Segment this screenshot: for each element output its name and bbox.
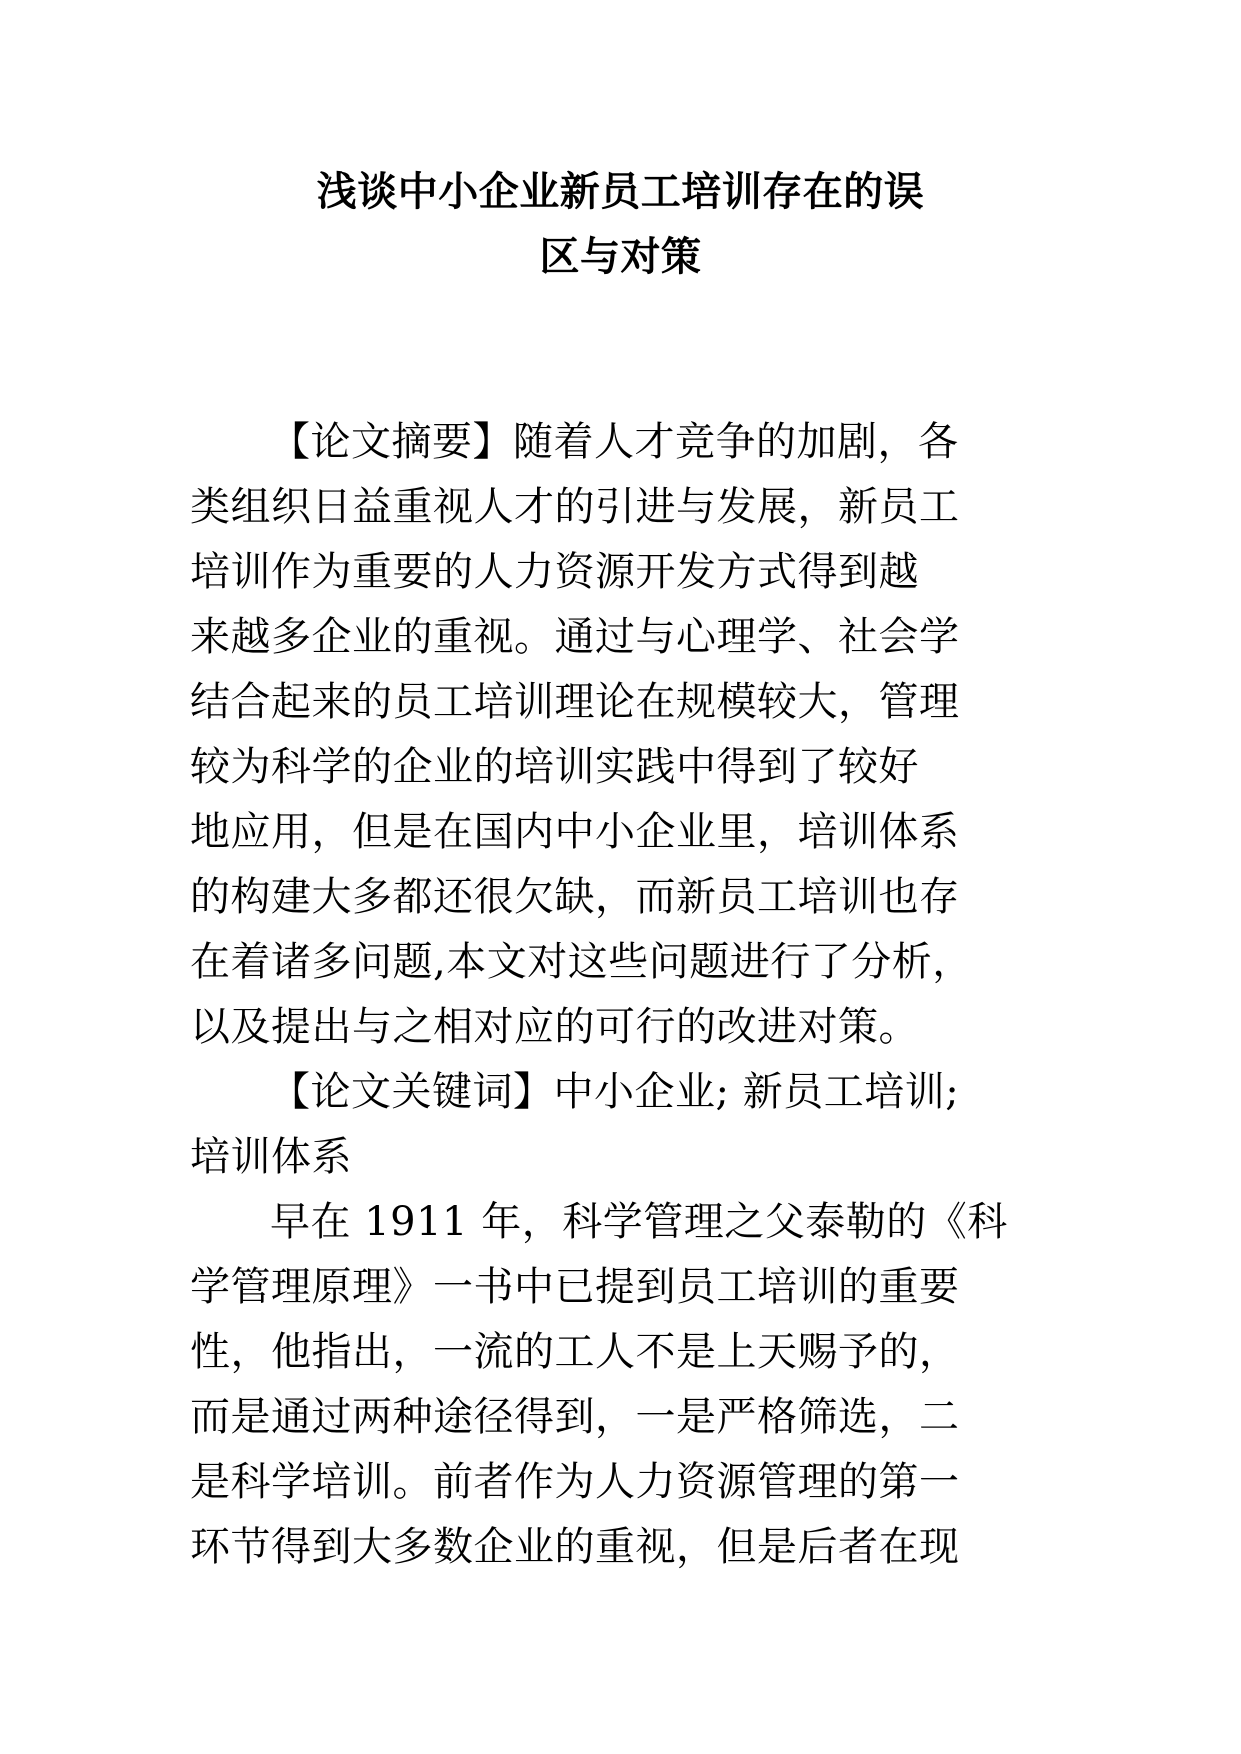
- keywords-line: 培训体系: [190, 1134, 352, 1180]
- abstract-line: 【论文摘要】随着人才竞争的加剧，各: [270, 419, 959, 465]
- abstract-line: 结合起来的员工培训理论在规模较大，管理: [190, 679, 960, 725]
- paragraph-line: 性，他指出，一流的工人不是上天赐予的，: [190, 1329, 960, 1375]
- abstract-line: 的构建大多都还很欠缺，而新员工培训也存: [190, 874, 960, 920]
- abstract-line: 以及提出与之相对应的可行的改进对策。: [190, 1004, 919, 1050]
- document-title: [150, 160, 1091, 290]
- paragraph-line: 早在 1911 年，科学管理之父泰勒的《科: [270, 1199, 1008, 1245]
- title-line-1: 浅谈中小企业新员工培训存在的误: [316, 169, 925, 215]
- keywords-line: 【论文关键词】中小企业; 新员工培训;: [270, 1069, 960, 1115]
- abstract-line: 来越多企业的重视。通过与心理学、社会学: [190, 614, 960, 660]
- paragraph-line: 是科学培训。前者作为人力资源管理的第一: [190, 1459, 960, 1505]
- abstract-line: 较为科学的企业的培训实践中得到了较好: [190, 744, 919, 790]
- abstract-line: 地应用，但是在国内中小企业里，培训体系: [190, 809, 960, 855]
- abstract-line: 培训作为重要的人力资源开发方式得到越: [190, 549, 919, 595]
- document-body: [190, 410, 1070, 1580]
- title-line-2: 区与对策: [539, 234, 702, 280]
- paragraph-line: 环节得到大多数企业的重视，但是后者在现: [190, 1524, 960, 1570]
- paragraph-line: 而是通过两种途径得到，一是严格筛选，二: [190, 1394, 960, 1440]
- abstract-line: 类组织日益重视人才的引进与发展，新员工: [190, 484, 960, 530]
- paragraph-line: 学管理原理》一书中已提到员工培训的重要: [190, 1264, 960, 1310]
- abstract-line: 在着诸多问题,本文对这些问题进行了分析，: [190, 939, 973, 985]
